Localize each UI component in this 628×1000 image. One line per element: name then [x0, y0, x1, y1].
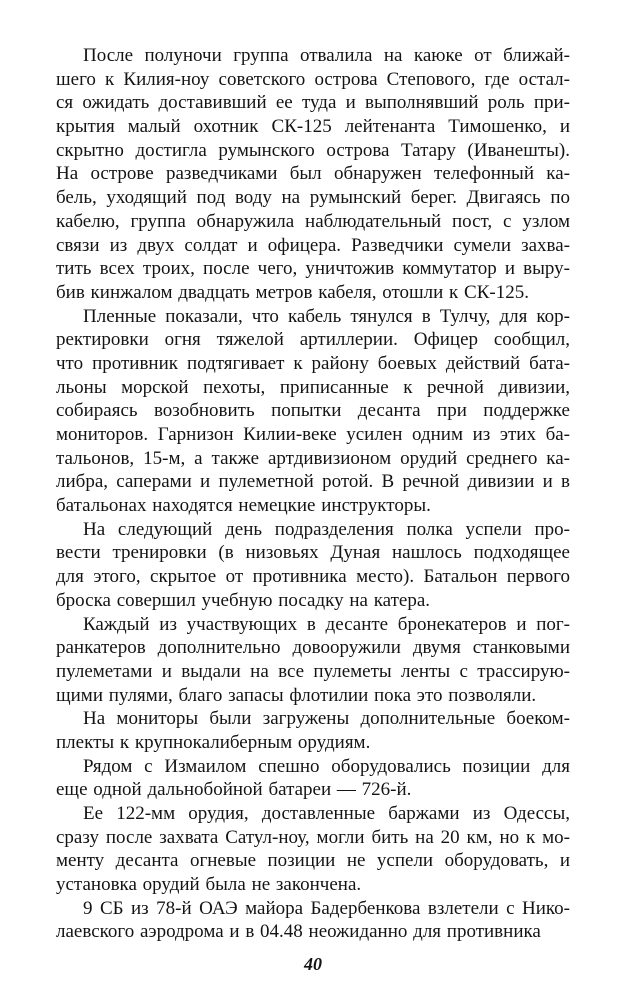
text-line: Пленные показали, что кабель тянулся в Тулчу, для кор-	[83, 305, 570, 327]
text-line: либра, саперами и пулеметной ротой. В речной дивизии и в	[56, 471, 570, 493]
text-line: 9 СБ из 78-й ОАЭ майора Бадербенкова взлетели с Нико-	[83, 897, 570, 919]
text-line: крытия малый охотник СК-125 лейтенанта Тимошенко, и	[56, 116, 570, 138]
text-line: броска совершил учебную посадку на катера.	[56, 589, 430, 611]
text-line: ранкатеров дополнительно довооружили двумя станковыми	[56, 637, 570, 659]
text-line: собираясь возобновить попытки десанта при поддержке	[56, 400, 570, 422]
text-line: ректировки огня тяжелой артиллерии. Офицер сообщил,	[56, 329, 570, 351]
text-line: льоны морской пехоты, приписанные к речной дивизии,	[56, 376, 570, 398]
text-line: бель, уходящий под воду на румынский берег. Двигаясь по	[56, 187, 570, 209]
page-text	[56, 44, 570, 944]
text-line: После полуночи группа отвалила на каюке от ближай-	[83, 45, 570, 66]
text-line: Рядом с Измаилом спешно оборудовались позиции для	[83, 755, 570, 777]
text-line: мониторов. Гарнизон Килии-веке усилен одним из этих ба-	[56, 424, 570, 445]
text-line: На следующий день подразделения полка успели про-	[83, 518, 570, 540]
text-line: кабелю, группа обнаружила наблюдательный пост, с узлом	[56, 210, 570, 232]
text-line: бив кинжалом двадцать метров кабеля, отошли к СК-125.	[56, 281, 529, 303]
text-line: тить всех троих, после чего, уничтожив коммутатор и выру-	[56, 258, 570, 280]
text-line: батальонах находятся немецкие инструкторы.	[56, 495, 431, 517]
page-number: 40	[304, 954, 322, 974]
text-line: лаевского аэродрома и в 04.48 неожиданно для противника	[56, 921, 541, 943]
text-line: Каждый из участвующих в десанте бронекатеров и пог-	[83, 613, 570, 635]
text-line: шего к Килия-ноу советского острова Степового, где остал-	[56, 68, 570, 90]
text-line: вести тренировки (в низовьях Дуная нашлось подходящее	[56, 542, 570, 564]
text-line: для этого, скрытое от противника место). Батальон первого	[56, 566, 570, 588]
page-footer	[56, 954, 570, 975]
text-line: На мониторы были загружены дополнительные боеком-	[83, 708, 570, 730]
text-line: Ее 122-мм орудия, доставленные баржами из Одессы,	[83, 803, 570, 824]
text-line: скрытно достигла румынского острова Татару (Иванешты).	[56, 139, 570, 161]
text-line: На острове разведчиками был обнаружен телефонный ка-	[56, 163, 570, 185]
text-line: тальонов, 15-м, а также артдивизионом орудий среднего ка-	[56, 447, 570, 469]
text-line: менту десанта огневые позиции не успели оборудовать, и	[56, 850, 570, 872]
text-line: щими пулями, благо запасы флотилии пока это позволяли.	[56, 684, 537, 706]
text-line: плекты к крупнокалиберным орудиям.	[56, 731, 371, 753]
text-line: сразу после захвата Сатул-ноу, могли бить на 20 км, но к мо-	[56, 826, 570, 848]
text-line: пулеметами и выдали на все пулеметы ленты с трассирую-	[56, 660, 570, 682]
text-line: установка орудий была не закончена.	[56, 874, 362, 896]
text-line: что противник подтягивает к району боевых действий бата-	[56, 352, 570, 374]
text-line: еще одной дальнобойной батареи — 726-й.	[56, 779, 412, 801]
text-line: ся ожидать доставивший ее туда и выполнявший роль при-	[56, 92, 570, 114]
text-line: связи из двух солдат и офицера. Разведчики сумели захва-	[56, 234, 570, 256]
